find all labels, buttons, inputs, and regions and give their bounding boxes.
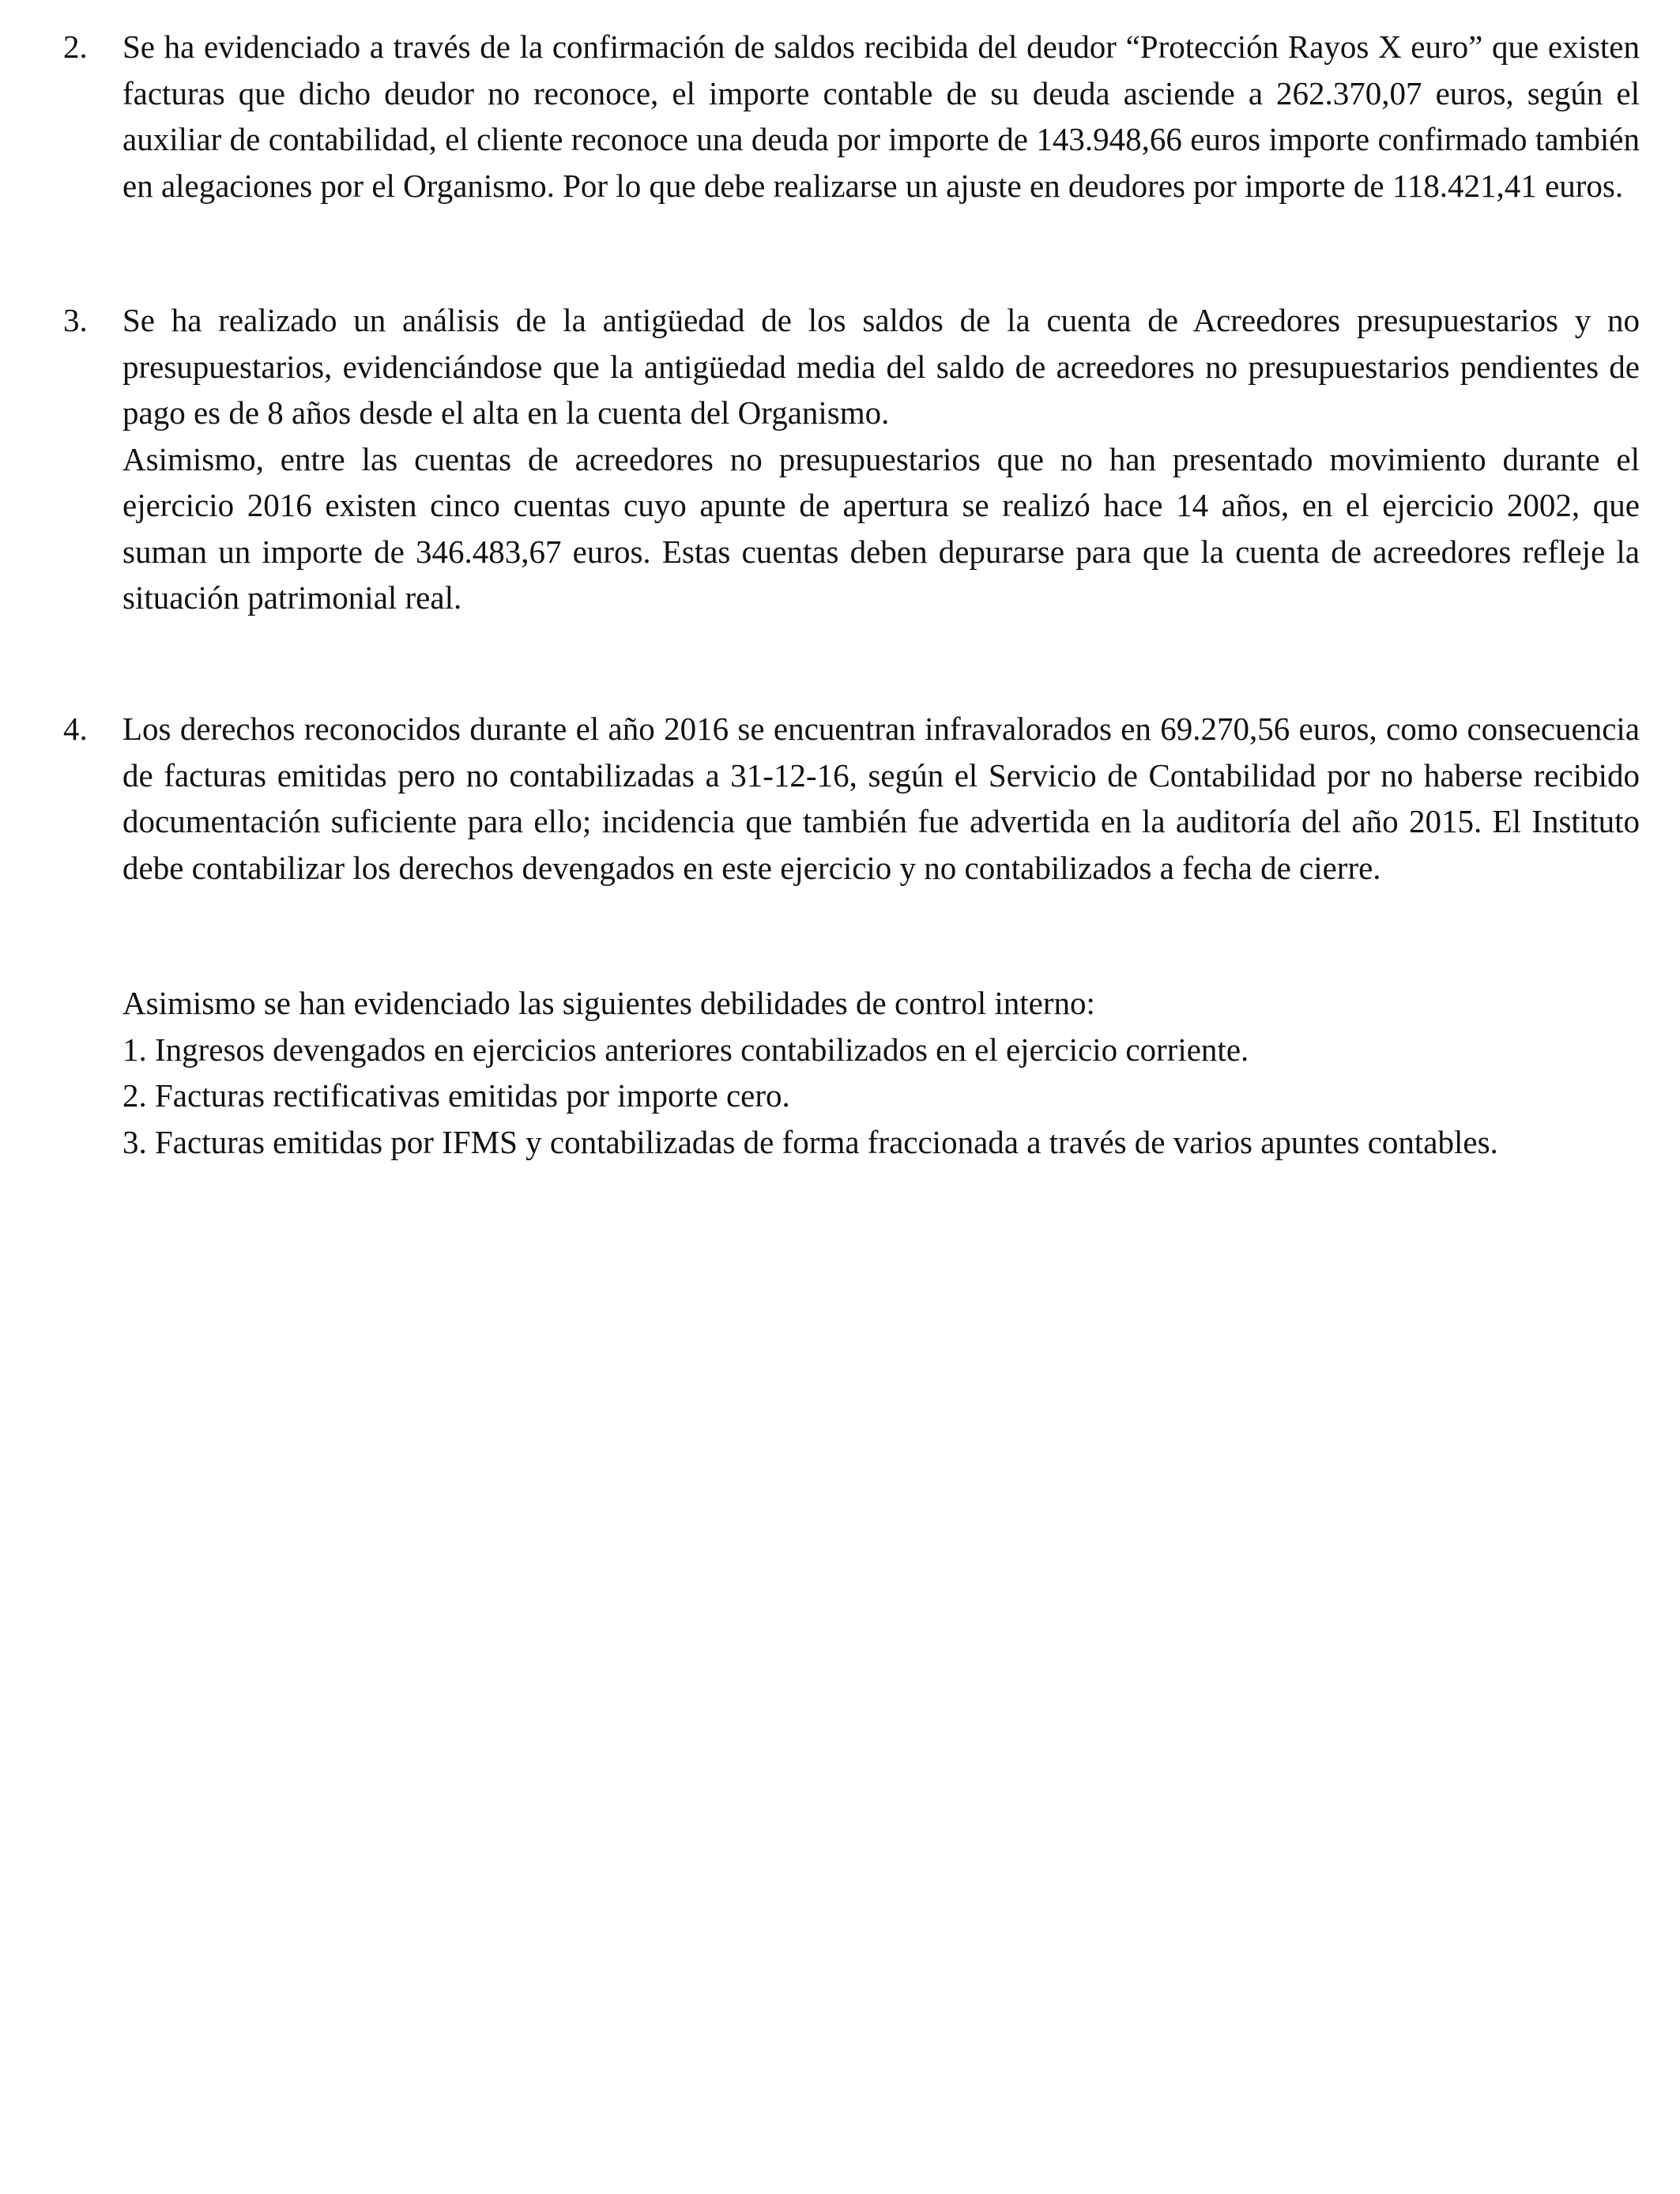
item-number: 2. [63,28,88,65]
finding-item-3 [63,297,1640,621]
item-paragraph: Se ha evidenciado a través de la confirmación de saldos recibida del deudor “Protección Rayos X euro” que existen facturas que dicho deudor no reconoce, el importe contable de su deuda asciende a 262.370,07 euros, según el auxiliar de contabilidad, el cliente reconoce una deuda por importe de 143.948,66 euros importe confirmado también en alegaciones por el Organismo. Por lo que debe realizarse un ajuste en deudores por importe de 118.421,41 euros. [122,28,1640,204]
item-body [122,24,1640,209]
item-paragraph: Se ha realizado un análisis de la antigüedad de los saldos de la cuenta de Acreedores presupuestarios y no presupuestarios, evidenciándose que la antigüedad media del saldo de acreedores no presupuestarios pendientes de pago es de 8 años desde el alta en la cuenta del Organismo. [122,302,1640,431]
item-paragraph: Los derechos reconocidos durante el año 2016 se encuentran infravalorados en 69.270,56 euros, como consecuencia de facturas emitidas pero no contabilizadas a 31-12-16, según el Servicio de Contabilidad por no haberse recibido documentación suficiente para ello; incidencia que también fue advertida en la auditoría del año 2015. El Instituto debe contabilizar los derechos devengados en este ejercicio y no contabilizados a fecha de cierre. [122,711,1640,886]
weaknesses-intro: Asimismo se han evidenciado las siguientes debilidades de control interno: [122,985,1095,1021]
finding-item-2 [63,24,1640,209]
weakness-item: 2. Facturas rectificativas emitidas por importe cero. [122,1077,790,1114]
item-number: 3. [63,302,88,338]
weaknesses-body [122,980,1640,1165]
finding-item-4 [63,706,1640,891]
weakness-item: 1. Ingresos devengados en ejercicios anteriores contabilizados en el ejercicio corriente. [122,1031,1249,1068]
item-body [122,706,1640,891]
item-paragraph: Asimismo, entre las cuentas de acreedores no presupuestarios que no han presentado movimiento durante el ejercicio 2016 existen cinco cuentas cuyo apunte de apertura se realizó hace 14 años, en el ejercicio 2002, que suman un importe de 346.483,67 euros. Estas cuentas deben depurarse para que la cuenta de acreedores refleje la situación patrimonial real. [122,440,1640,616]
item-number: 4. [63,711,88,747]
item-body [122,297,1640,621]
weakness-item: 3. Facturas emitidas por IFMS y contabilizadas de forma fraccionada a través de varios apuntes contables. [122,1123,1498,1160]
control-weaknesses [63,980,1640,1165]
